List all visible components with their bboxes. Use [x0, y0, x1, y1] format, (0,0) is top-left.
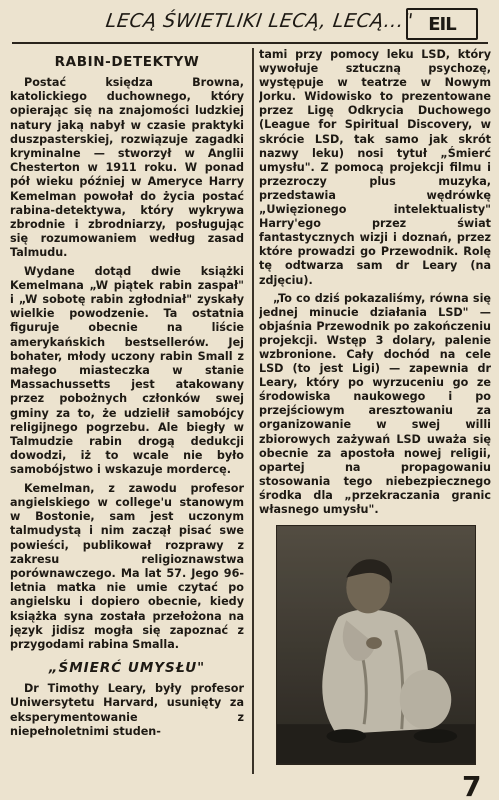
right-column — [259, 48, 491, 518]
leary-photo — [276, 525, 476, 765]
column-divider — [252, 48, 254, 774]
section-logo — [406, 8, 478, 40]
article2-headline: „ŚMIERĆ UMYSŁU" — [48, 660, 206, 677]
logo-text: EIL — [428, 13, 456, 35]
header-rule — [12, 42, 488, 44]
article1-headline: RABIN-DETEKTYW — [54, 54, 200, 70]
article2-paragraph-right-2: „To co dziś pokazaliśmy, równa się jednej minucie działania LSD" — objaśnia Przewodnik po zakończeniu projekcji. Wstęp 3 dolary, palenie wzbronione. Cały dochód na cele LSD (to jest Ligi) — zapewnia dr Leary, który po wyrzuceniu go ze środowiska naukowego i po przejściowym aresztowaniu za organizowanie w swej willi zbiorowych zażywań LSD uważa się obecnie za apostoła nowej religii, opartej na propagowaniu stosowania tego niebezpiecznego środka dla „przekraczania granic własnego umysłu". — [259, 291, 491, 516]
article1-paragraph-1: Postać księdza Browna, katolickiego duchownego, który opierając się na znajomości ludzkiej natury jaką nabył w czasie praktyki duszpasterskiej, rozwiązuje zagadki kryminalne — stworzył w Anglii Chesterton w 1911 roku. W ponad pół wieku później w Ameryce Harry Kemelman powołał do życia postać rabina-detektywa, który wykrywa zbrodnie i zbrodniarzy, posługując się rozumowaniem według zasad Talmudu. — [10, 76, 244, 260]
page-number: 7 — [462, 770, 482, 800]
article2-paragraph-right-1: tami przy pomocy leku LSD, który wywołuje sztuczną psychozę, występuje w teatrze w Nowym Jorku. Widowisko to prezentowane przez Ligę Odkrycia Duchowego (League for Spiritual Discovery, w skrócie LSD, tak samo jak skrót nazwy leku) nosi tytuł „Śmierć umysłu". Z pomocą projekcji filmu i przezroczy plus muzyka, przedstawia wędrówkę „Uwięzionego intelektualisty" Harry'ego przez świat fantastycznych wizji i doznań, przez które prowadzi go Przewodnik. Rolę tę odtwarza sam dr Leary (na zdjęciu). — [259, 48, 491, 287]
article1-paragraph-3: Kemelman, z zawodu profesor angielskiego w college'u stanowym w Bostonie, sam jest uczonym talmudystą i nim zaczął pisać swe powieści, publikował rozprawy z zakresu religioznawstwa porównawczego. Ma lat 57. Jego 96-letnia matka nie umie czytać po angielsku i dopiero obecnie, kiedy książka syna została przełożona na język jidisz mogła się zapoznać z przygodami rabina Smalla. — [10, 481, 244, 651]
article2-paragraph-left: Dr Timothy Leary, były profesor Uniwersytetu Harvard, usunięty za eksperymentowanie z niepełnoletnimi studen- — [10, 682, 244, 738]
left-column — [10, 48, 250, 788]
section-title: LECĄ ŚWIETLIKI LECĄ, LECĄ..." — [104, 10, 415, 32]
section-header — [10, 6, 490, 44]
article1-paragraph-2: Wydane dotąd dwie książki Kemelmana „W piątek rabin zaspał" i „W sobotę rabin zgłodniał" zyskały wielkie powodzenie. Ta ostatnia figuruje obecnie na liście amerykańskich bestsellerów. Jej bohater, młody uczony rabin Small z małego miasteczka w stanie Massachussetts jest atakowany przez pobożnych członków swej gminy za to, że udzielił samobójcy religijnego pogrzebu. Ale biegły w Talmudzie rabin drogą dedukcji dowodzi, iż to wcale nie było samobójstwo i wskazuje mordercę. — [10, 264, 244, 477]
